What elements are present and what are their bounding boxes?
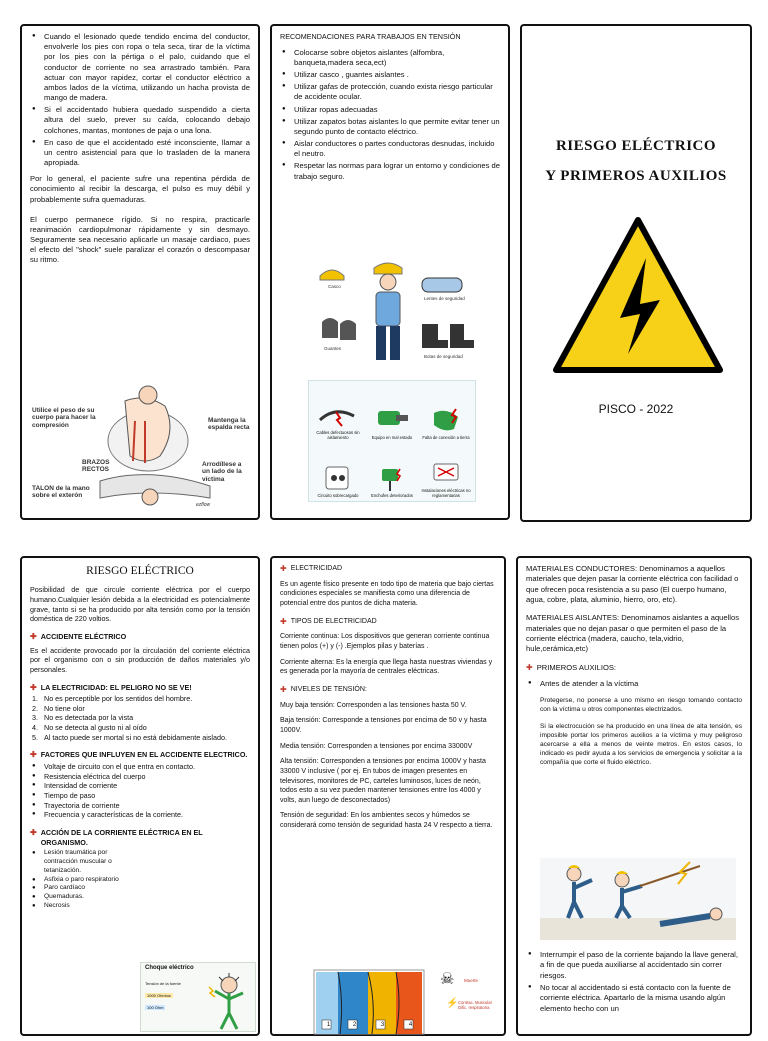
panel-materials-first-aid (516, 556, 752, 1036)
hazard-cell (366, 442, 418, 498)
high-voltage-warning-icon (550, 214, 726, 378)
rescue-illustration (540, 858, 736, 940)
paragraph-symptoms: Por lo general, el paciente sufre una repentina pérdida de conocimiento al recibir la descarga, el pulso es muy débil y probablemente sufra quemaduras. (30, 174, 250, 204)
first-aid-steps-list (526, 950, 742, 1014)
list-item: ● No tocar al accidentado si está contacto con la fuente de corriente eléctrica. Apartarlo de la misma usando algún elemento hecho con un (526, 983, 742, 1014)
current-effects-chart (308, 968, 498, 1036)
heading-body-action: ✚ ACCIÓN DE LA CORRIENTE ELÉCTRICA EN EL ORGANISMO. (30, 827, 203, 847)
electric-shock-illustration (140, 962, 256, 1032)
pin-icon: ✚ (30, 631, 37, 641)
conductive-materials-text: MATERIALES CONDUCTORES: Denominamos a aquellos materiales que dejen pasar la corriente eléctrica con facilidad o que ofrecen poca resistencia a su paso (El cuerpo humano, agua, cobre, plata, aluminio, hierro, oro, etc). (526, 564, 739, 604)
pin-icon: ✚ (280, 616, 287, 626)
hazard-caption: Equipo en mal estado (371, 435, 413, 440)
panel-cover (520, 24, 752, 522)
hazard-cell (420, 384, 472, 440)
pin-icon: ✚ (30, 750, 37, 760)
pin-icon: ✚ (30, 682, 37, 692)
hazard-caption: Falta de conexión a tierra (422, 435, 470, 440)
lightning-icon: ⚡ (446, 998, 459, 1009)
medium-voltage-text: Media tensión: Corresponden a tensiones por encima 33000V (280, 742, 473, 750)
label-boots: Botas de seguridad (424, 354, 463, 359)
list-item: ● Colocarse sobre objetos aislantes (alfombra, banqueta,madera seca,ect) (280, 48, 500, 68)
list-item: ● En caso de que el accidentado esté inconsciente, llamar a un centro asistencial para que lo trasladen de la manera apropiada. (30, 138, 250, 169)
direct-current-text: Corriente continua: Los dispositivos que generan corriente continua tienen polos (+) y (-) .Ejemplos pilas y baterías . (280, 633, 490, 650)
hazards-grid (308, 380, 476, 502)
shock-label: 100 Ohm (147, 1005, 164, 1010)
pin-icon: ✚ (280, 684, 287, 694)
cover-title-line1: RIESGO ELÉCTRICO (555, 138, 717, 154)
pin-icon: ✚ (280, 564, 287, 573)
label-straight-arms: BRAZOS RECTOS (82, 459, 110, 474)
recommendations-list (280, 48, 500, 182)
insulating-materials-text: MATERIALES AISLANTES: Denominamos aislantes a aquellos materiales que no dejan pasar o que permiten el paso de la corriente eléctrica (madera, caucho, tela,vidrio, hule,cerámica,etc) (526, 613, 740, 654)
list-item: ● Cuando el lesionado quede tendido encima del conductor, envolverle los pies con ropa o tela seca, tirar de la víctima por los pies con la pértiga o el palo, cuidando que el conductor de corriente no sea arrastrado también. Para actuar con mayor rapidez, cortar el conductor eléctrico a ambos lados de la víctima, utilizando un hacha provista de mango de madera. (30, 32, 250, 103)
label-helmet: Casco (328, 284, 341, 289)
accident-text: Es el accidente provocado por la circulación del corriente eléctrica por el organismo con o sin producción de daños materiales y/o personales. (30, 645, 250, 674)
pin-icon: ✚ (30, 827, 37, 837)
list-item: ● Asfixia o paro respiratorio (30, 876, 138, 885)
heading-invisible-danger: ✚ LA ELECTRICIDAD: EL PELIGRO NO SE VE! (30, 682, 192, 692)
list-item: ● Quemaduras. (30, 893, 138, 902)
list-item: ● Resistencia eléctrica del cuerpo (30, 772, 250, 782)
label-goggles: Lentes de seguridad (424, 296, 465, 301)
panel-first-aid-continued (20, 24, 260, 520)
pin-icon: ✚ (526, 662, 533, 672)
list-item: ● Tiempo de paso (30, 791, 250, 801)
panel-electrical-risk (20, 556, 260, 1036)
hazard-caption: Circuito sobrecargado (317, 493, 359, 498)
list-item: ● Trayectoria de corriente (30, 801, 250, 811)
high-voltage-line-text: Si la electrocución se ha producido en una línea de alta tensión, es imposible portar los primeros auxilios a la víctima y muy peligroso acercarse a ella a menos de veinte metros. En estos casos, lo indicado es pedir ayuda a los servicios de emergencia y solicitar a la compañía que corte el fluido eléctrico. (540, 723, 742, 766)
factors-list (30, 762, 250, 820)
heading-factors: ✚ FACTORES QUE INFLUYEN EN EL ACCIDENTE ELECTRICO. (30, 750, 248, 760)
hazard-cell (366, 384, 418, 440)
hazard-cell (312, 384, 364, 440)
heading-types: ✚ TIPOS DE ELECTRICIDAD (280, 616, 377, 626)
list-item: ● Lesión traumática por contracción muscular o tetanización. (30, 849, 138, 875)
label-body-weight: Utilice el peso de su cuerpo para hacer la compresión (32, 407, 96, 429)
cover-title-line2: Y PRIMEROS AUXILIOS (545, 168, 727, 184)
list-item: ● Frecuencia y características de la corriente. (30, 810, 250, 820)
list-item: 3. No es detectada por la vista (32, 713, 134, 723)
heading-electricity: ✚ ELECTRICIDAD (280, 564, 343, 573)
cpr-illustration (30, 381, 252, 511)
list-item: ● Utilizar gafas de protección, cuando exista riesgo particular de accidente ocular. (280, 82, 500, 102)
hazard-caption: Enchufes deteriorados (371, 493, 413, 498)
list-item: ● Antes de atender a la víctima (526, 679, 742, 689)
panel-electricity (270, 556, 506, 1036)
list-item: 1. No es perceptible por los sentidos del hombre. (32, 694, 193, 704)
list-item: ● Aislar conductores o partes conductoras desnudas, incluido el neutro. (280, 139, 500, 159)
label-kneel: Arrodíllese a un lado de la víctima (202, 461, 242, 483)
section-title: RIESGO ELÉCTRICO (86, 565, 194, 577)
death-label: Muerte (464, 978, 479, 983)
hazard-caption: Instalaciones eléctricas no reglamentarias (421, 488, 471, 498)
list-item: ● Utilizar casco , guantes aislantes . (280, 70, 500, 80)
label-gloves: Guantes (324, 346, 342, 351)
low-voltage-text: Baja tensión: Corresponde a tensiones por encima de 50 v y hasta 1000V. (280, 717, 487, 734)
list-item: ● Paro cardíaco (30, 884, 138, 893)
skull-icon: ☠ (440, 971, 455, 988)
rescue-steps-list (30, 32, 250, 168)
ppe-illustration (312, 262, 482, 374)
first-aid-list (526, 679, 742, 689)
label-straight-back: Mantenga la espalda recta (208, 417, 250, 432)
hazard-cell (420, 442, 472, 498)
danger-list (30, 694, 250, 742)
heading-voltage-levels: ✚ NIVELES DE TENSIÓN: (280, 684, 367, 694)
high-voltage-text: Alta tensión: Corresponden a tensiones por encima 1000V y hasta 33000 V inclusive ( por ej. En tubos de imagen presentes en televisores, monitores de PC, carteles luminosos, luces de neón, todos esto a su vez pueden mantener tensiones entre los 4000 y volts, aun luego de desconectados) (280, 758, 486, 804)
body-action-list (30, 849, 138, 911)
zone-label: 3 (380, 1022, 385, 1028)
hazard-cell (312, 442, 364, 498)
self-protection-text: Protegerse, no ponerse a uno mismo en riesgo tomando contacto con la víctima u otros componentes electrizados. (540, 697, 742, 714)
zone-label: 4 (408, 1022, 413, 1028)
list-item: ● Utilizar ropas adecuadas (280, 105, 500, 115)
list-item: 4. No se detecta al gusto ni al oído (32, 723, 147, 733)
list-item: 2. No tiene olor (32, 703, 85, 713)
list-item: ● Voltaje de circuito con el que entra en contacto. (30, 762, 250, 772)
cover-place-year: PISCO - 2022 (598, 402, 674, 416)
list-item: ● Si el accidentado hubiera quedado suspendido a cierta altura del suelo, prever su caída, colocando debajo colchones, mantas, montones de paja o una lona. (30, 105, 250, 136)
label-hand-heel: TALON de la mano sobre el exterón (32, 485, 90, 500)
electricity-text: Es un agente físico presente en todo tipo de materia que bajo ciertas condiciones especiales se manifiesta como una diferencia de potencial entre dos puntos de dicha materia. (280, 580, 494, 607)
heading-first-aid: ✚ PRIMEROS AUXILIOS: (526, 662, 617, 672)
alternating-current-text: Corriente alterna: Es la energía que llega hasta nuestras viviendas y es generada por la mayoría de centrales eléctricas. (280, 658, 493, 676)
risk-intro: Posibilidad de que circule corriente eléctrica por el cuerpo humano.Cualquier lesión debida a la electricidad es potencialmente grave, tanto si se ha producido por alta tensión como por la tensión doméstica de 220 voltios. (30, 585, 250, 624)
muscle-contraction-label: Contrac. Muscular Dific. respiratoria (458, 1000, 492, 1010)
list-item: ● Intensidad de corriente (30, 781, 250, 791)
list-item: ● Respetar las normas para lograr un entorno y condiciones de trabajo seguro. (280, 161, 500, 181)
illustration-signature: ezflow (196, 502, 211, 508)
shock-title: Choque eléctrico (145, 965, 194, 971)
zone-label: 2 (352, 1022, 357, 1028)
panel-recommendations (270, 24, 510, 520)
list-item: ● Utilizar zapatos botas aislantes lo que permite evitar tener un segundo punto de contacto eléctrico. (280, 117, 500, 137)
very-low-voltage-text: Muy baja tensión: Corresponden a las tensiones hasta 50 V. (280, 701, 467, 709)
paragraph-cpr: El cuerpo permanece rígido. Si no respira, practicarle reanimación cardiopulmonar rápidamente y sin desmayo. Seguramente sea necesario aplicarle un masaje cardiaco, pues el efecto del "shock" suele paralizar el corazón o descompasar su ritmo. (30, 214, 250, 265)
safety-voltage-text: Tensión de seguridad: En los ambientes secos y húmedos se considerará como tensión de seguridad hasta 24 V respecto a tierra. (280, 812, 493, 830)
heading-accident: ✚ ACCIDENTE ELÉCTRICO (30, 631, 127, 641)
shock-label: Tensión de la fuente (145, 981, 181, 986)
hazard-caption: Cables defectuosos sin aislamiento (316, 430, 360, 440)
shock-label: 1000 Ohmios (147, 993, 171, 998)
recommendations-title: RECOMENDACIONES PARA TRABAJOS EN TENSIÓN (280, 32, 461, 41)
list-item: 5. Al tacto puede ser mortal si no está debidamente aislado. (32, 732, 227, 742)
zone-label: 1 (326, 1022, 331, 1028)
list-item: ● Interrumpir el paso de la corriente bajando la llave general, a fin de que pueda auxiliarse al accidentado sin correr riesgos. (526, 950, 742, 981)
list-item: ● Necrosis (30, 902, 138, 911)
